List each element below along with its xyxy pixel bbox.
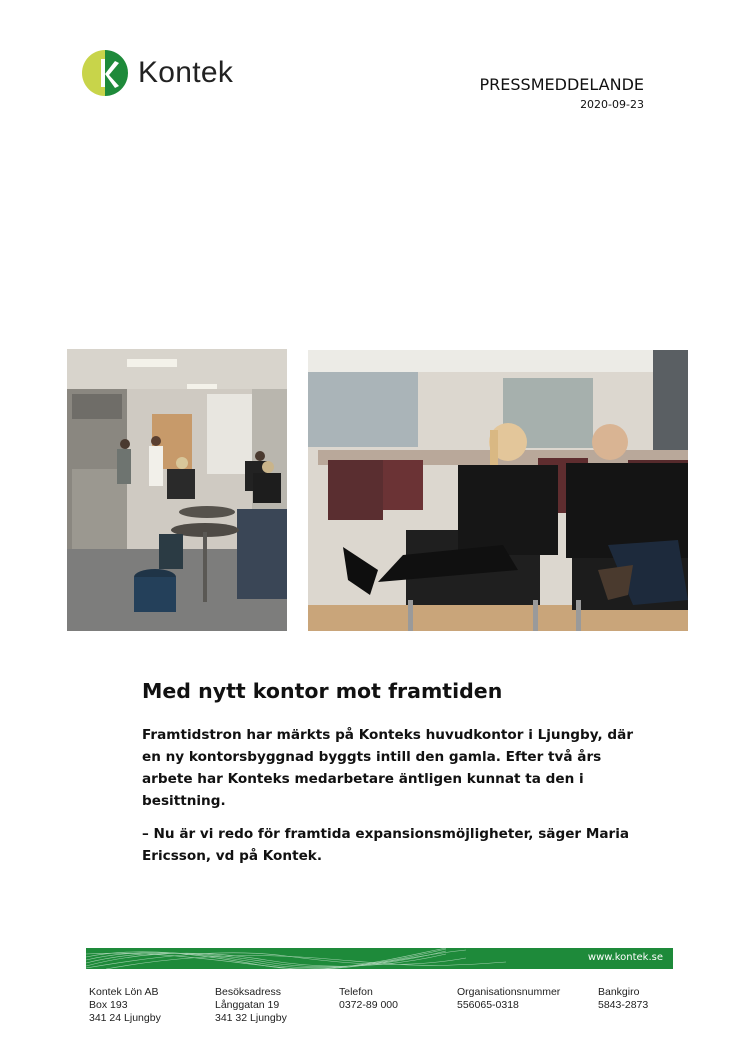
document-type: PRESSMEDDELANDE bbox=[479, 75, 644, 94]
company-logo bbox=[82, 50, 233, 96]
footer-company-block: Kontek Lön AB Box 193 341 24 Ljungby bbox=[89, 986, 161, 1024]
office-interior-photo bbox=[67, 349, 287, 631]
wave-pattern-icon bbox=[86, 948, 673, 969]
logo-wordmark: Kontek bbox=[138, 56, 234, 89]
kontek-logo-icon bbox=[82, 50, 128, 96]
footer-phone-block: Telefon 0372-89 000 bbox=[339, 986, 398, 1011]
footer-website-link[interactable]: www.kontek.se bbox=[587, 952, 663, 963]
footer-brand-band bbox=[86, 948, 673, 969]
lead-paragraph: Framtidstron har märkts på Konteks huvudkontor i Ljungby, där en ny kontorsbyggnad byggts intill den gamla. Efter två års arbete har Konteks medarbetare äntligen kunnat ta den i besittning. bbox=[142, 727, 634, 809]
quote-paragraph: – Nu är vi redo för framtida expansionsmöjligheter, säger Maria Ericsson, vd på Kontek. bbox=[142, 826, 630, 864]
footer-bank-block: Bankgiro 5843-2873 bbox=[598, 986, 649, 1011]
footer-visit-block: Besöksadress Långgatan 19 341 32 Ljungby bbox=[215, 986, 287, 1024]
footer-org-block: Organisationsnummer 556065-0318 bbox=[457, 986, 561, 1011]
staff-portrait-photo bbox=[308, 350, 688, 631]
article-headline: Med nytt kontor mot framtiden bbox=[142, 679, 503, 703]
document-date: 2020-09-23 bbox=[580, 98, 644, 111]
